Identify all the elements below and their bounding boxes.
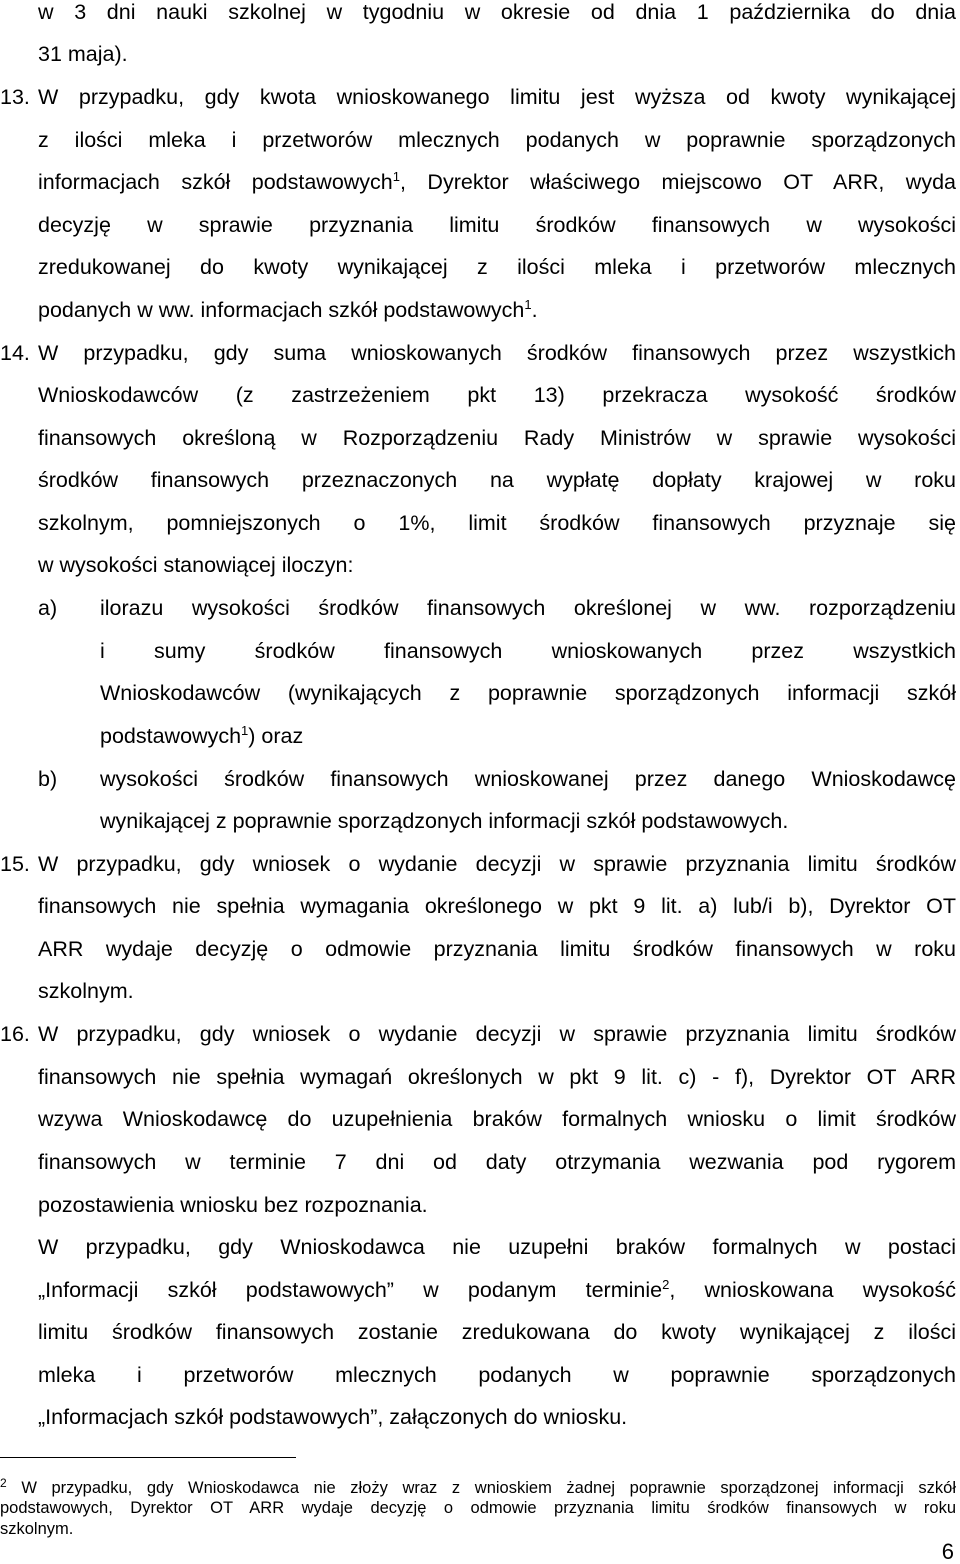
item-15-line-2: finansowych nie spełnia wymagania określonego w pkt 9 lit. a) lub/i b), Dyrektor OT (38, 894, 956, 918)
sub-item-b-label: b) (38, 767, 58, 791)
item-16-line-5: pozostawienia wniosku bez rozpoznania. (38, 1193, 428, 1217)
page-number: 6 (941, 1539, 954, 1564)
item-14-line-5: szkolnym, pomniejszonych o 1%, limit środków finansowych przyznaje się (38, 511, 956, 535)
sub-item-b-line-2: wynikającej z poprawnie sporządzonych informacji szkół podstawowych. (100, 809, 789, 833)
item-13-line-3: informacjach szkół podstawowych$^1$, Dyrektor właściwego miejscowo OT ARR, wyda (38, 169, 957, 194)
item-16-line-2: finansowych nie spełnia wymagań określonych w pkt 9 lit. c) - f), Dyrektor OT ARR (38, 1065, 956, 1089)
item-16-line-3: wzywa Wnioskodawcę do uzupełnienia braków formalnych wniosku o limit środków (38, 1107, 956, 1131)
sub-item-a-line-2: i sumy środków finansowych wnioskowanych przez wszystkich (100, 639, 956, 663)
sub-item-a-label: a) (38, 596, 58, 620)
item-13-line-2: z ilości mleka i przetworów mlecznych podanych w poprawnie sporządzonych (38, 128, 956, 152)
item-16-para-2-line-4: mleka i przetworów mlecznych podanych w poprawnie sporządzonych (38, 1363, 956, 1387)
item-14-line-6: w wysokości stanowiącej iloczyn: (38, 553, 354, 577)
footnote-line-3: szkolnym. (0, 1520, 74, 1538)
footnote-ref-1: 1 (241, 723, 249, 738)
item-16-para-2-line-3: limitu środków finansowych zostanie zredukowana do kwoty wynikającej z ilości (38, 1320, 956, 1344)
footnote-mark: 2 (0, 1476, 7, 1490)
sub-item-a-line-4: podstawowych$^1$) oraz (100, 723, 304, 748)
continued-line-2: 31 maja). (38, 42, 128, 66)
item-13-line-6: podanych w ww. informacjach szkół podstawowych$^1$. (38, 297, 538, 322)
item-13-line-1: W przypadku, gdy kwota wnioskowanego limitu jest wyższa od kwoty wynikającej (38, 85, 956, 109)
item-14-line-1: W przypadku, gdy suma wnioskowanych środków finansowych przez wszystkich (38, 341, 956, 365)
item-16-number: 16. (0, 1022, 30, 1046)
item-15-number: 15. (0, 852, 30, 876)
item-13-line-4: decyzję w sprawie przyznania limitu środków finansowych w wysokości (38, 213, 956, 237)
item-14-line-2: Wnioskodawców (z zastrzeżeniem pkt 13) przekracza wysokość środków (38, 383, 956, 407)
item-14-number: 14. (0, 341, 30, 365)
item-14-line-3: finansowych określoną w Rozporządzeniu Rady Ministrów w sprawie wysokości (38, 426, 956, 450)
sub-item-b-line-1: wysokości środków finansowych wnioskowanej przez danego Wnioskodawcę (100, 767, 956, 791)
item-16-para-2-line-2: „Informacji szkół podstawowych” w podanym terminie$^2$, wnioskowana wysokość (38, 1277, 956, 1302)
item-16-para-2-line-1: W przypadku, gdy Wnioskodawca nie uzupełni braków formalnych w postaci (38, 1235, 956, 1259)
item-13-number: 13. (0, 85, 30, 109)
sub-item-a-line-1: ilorazu wysokości środków finansowych określonej w ww. rozporządzeniu (100, 596, 956, 620)
footnote-ref-1: 1 (524, 297, 532, 312)
item-13-line-5: zredukowanej do kwoty wynikającej z ilości mleka i przetworów mlecznych (38, 255, 956, 279)
footnote-line-1: $^2$ W przypadku, gdy Wnioskodawca nie złoży wraz z wnioskiem żadnej poprawnie sporządzonej informacji szkół (0, 1476, 956, 1497)
item-15-line-1: W przypadku, gdy wniosek o wydanie decyzji w sprawie przyznania limitu środków (38, 852, 956, 876)
item-16-line-4: finansowych w terminie 7 dni od daty otrzymania wezwania pod rygorem (38, 1150, 956, 1174)
footnote-separator (0, 1457, 296, 1458)
footnote-line-2: podstawowych, Dyrektor OT ARR wydaje decyzję o odmowie przyznania limitu środków finansowych w roku (0, 1499, 956, 1517)
footnote-ref-1: 1 (392, 169, 401, 184)
item-14-line-4: środków finansowych przeznaczonych na wypłatę dopłaty krajowej w roku (38, 468, 956, 492)
item-16-line-1: W przypadku, gdy wniosek o wydanie decyzji w sprawie przyznania limitu środków (38, 1022, 956, 1046)
sub-item-a-line-3: Wnioskodawców (wynikających z poprawnie sporządzonych informacji szkół (100, 681, 956, 705)
footnote-ref-2: 2 (662, 1277, 670, 1292)
item-16-para-2-line-5: „Informacjach szkół podstawowych”, załączonych do wniosku. (38, 1405, 628, 1429)
item-15-line-3: ARR wydaje decyzję o odmowie przyznania limitu środków finansowych w roku (38, 937, 956, 961)
item-15-line-4: szkolnym. (38, 979, 134, 1003)
continued-line-1: w 3 dni nauki szkolnej w tygodniu w okresie od dnia 1 października do dnia (38, 0, 956, 24)
